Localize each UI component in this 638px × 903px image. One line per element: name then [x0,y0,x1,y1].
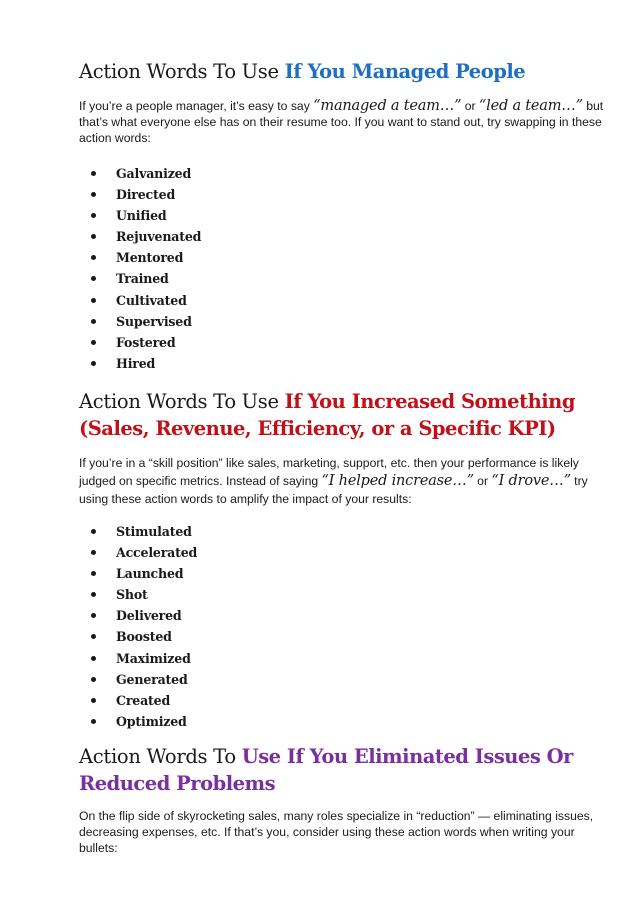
action-word-item [79,563,197,584]
heading-prefix: Action Words To Use [79,390,285,413]
section-heading-managed-people [79,58,609,85]
action-word-label: Directed [116,187,176,203]
action-word-label: Accelerated [116,545,198,561]
action-word-label: Galvanized [116,166,192,181]
heading-prefix: Action Words To [79,745,242,768]
action-words-list-increased-something [79,521,197,732]
bullet-icon [91,613,96,618]
bullet-icon [91,571,96,576]
section-heading-eliminated-issues [79,743,609,797]
intro-text: or [461,99,479,113]
section-intro-increased-something [79,454,604,508]
action-word-item [79,163,201,184]
action-word-item [79,648,197,669]
action-word-label: Maximized [116,650,191,666]
action-words-list-managed-people [79,163,201,374]
intro-text: but that’s what everyone else has on their resume too. If you want to stand out, try swapping in these action words: [79,99,604,145]
intro-text: or [473,474,492,488]
bullet-icon [91,634,96,639]
bullet-icon [91,213,96,218]
bullet-icon [91,698,96,703]
action-word-label: Stimulated [116,524,192,539]
action-word-item [79,332,201,353]
action-word-label: Generated [116,671,188,687]
bullet-icon [91,656,96,661]
action-word-item [79,205,201,226]
action-word-item [79,268,201,289]
intro-text: If you’re a people manager, it’s easy to say [79,99,314,113]
action-word-item [79,290,201,311]
action-word-item [79,247,201,268]
action-word-label: Launched [116,566,184,582]
bullet-icon [91,234,96,239]
action-word-label: Rejuvenated [116,229,202,245]
bullet-icon [91,192,96,197]
bullet-icon [91,298,96,303]
action-word-label: Cultivated [116,292,187,308]
action-word-label: Created [116,692,171,708]
action-word-label: Unified [116,208,167,224]
bullet-icon [91,319,96,324]
section-intro-eliminated-issues: On the flip side of skyrocketing sales, many roles specialize in “reduction” — eliminating issues, decreasing expenses, etc. If that’s you, consider using these action words when writing your bullets: [79,809,594,855]
action-word-label: Mentored [116,250,184,266]
intro-quote: “I helped increase…” [321,473,474,489]
heading-accent: Use If You Eliminated Issues Or Reduced Problems [79,745,573,795]
action-word-label: Shot [116,587,148,603]
section-intro-managed-people [79,98,604,146]
action-word-item [79,605,197,626]
bullet-icon [91,592,96,597]
action-word-item [79,353,201,374]
action-word-item [79,626,197,647]
action-word-label: Hired [116,355,156,371]
bullet-icon [91,677,96,682]
action-word-item [79,711,197,732]
action-word-label: Fostered [116,334,176,350]
intro-text: If you’re in a “skill position” like sales, marketing, support, etc. then your performance is likely judged on specific metrics. Instead of saying [79,456,579,488]
action-word-item [79,184,201,205]
intro-quote: “I drove…” [491,473,571,489]
bullet-icon [91,255,96,260]
heading-accent: If You Managed People [284,60,526,83]
bullet-icon [91,276,96,281]
bullet-icon [91,171,96,176]
action-word-item [79,226,201,247]
heading-accent: If You Increased Something (Sales, Revenue, Efficiency, or a Specific KPI) [79,390,575,440]
action-word-item [79,669,197,690]
action-word-label: Boosted [116,629,172,645]
action-word-label: Supervised [116,313,192,329]
action-word-label: Optimized [116,713,187,729]
action-word-item [79,690,197,711]
bullet-icon [91,361,96,366]
action-word-item [79,584,197,605]
action-word-label: Trained [116,271,169,287]
section-heading-increased-something [79,388,609,442]
intro-text: try using these action words to amplify the impact of your results: [79,474,588,506]
intro-quote: “led a team…” [478,98,583,114]
bullet-icon [91,719,96,724]
bullet-icon [91,529,96,534]
action-word-item [79,311,201,332]
bullet-icon [91,340,96,345]
bullet-icon [91,550,96,555]
heading-prefix: Action Words To Use [79,60,285,83]
action-word-item [79,542,197,563]
intro-quote: “managed a team…” [313,98,462,114]
action-word-item [79,521,197,542]
action-word-label: Delivered [116,608,182,624]
